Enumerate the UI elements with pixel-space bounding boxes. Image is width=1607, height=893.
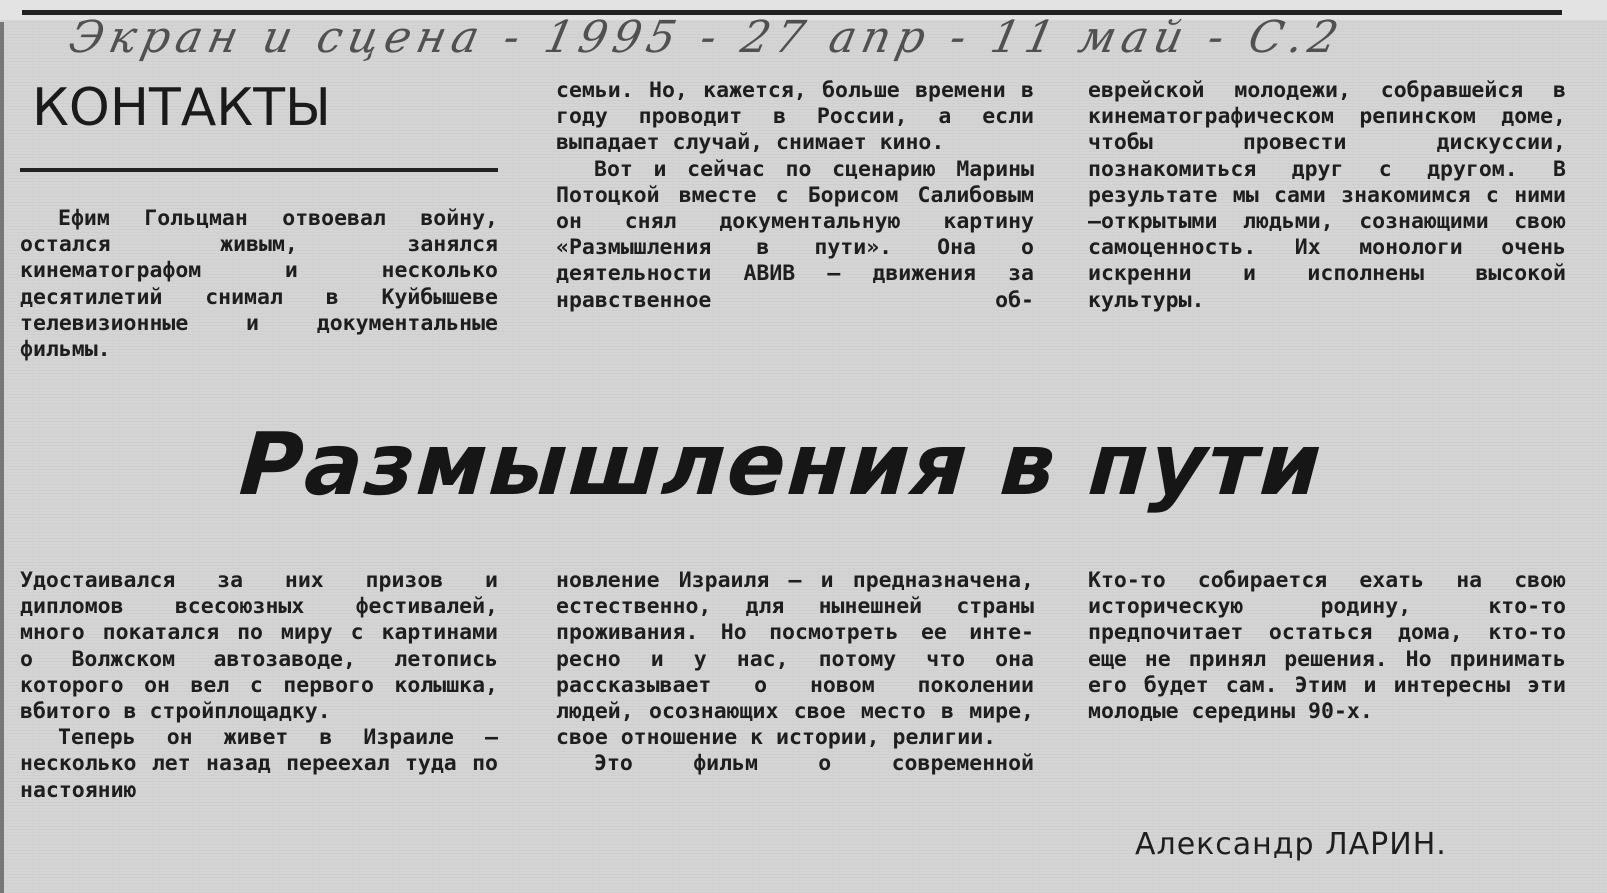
- section-rubric: КОНТАКТЫ: [32, 78, 331, 138]
- paragraph: семьи. Но, кажется, больше времени в году проводит в России, а если выпадает случай, снимает кино.: [556, 78, 1034, 156]
- column-top-2: [556, 78, 1034, 314]
- paragraph: Ефим Гольцман отвоевал войну, остался живым, занялся кинематографом и несколько десятилетий снимал в Куйбышеве телевизионные и документальные фильмы.: [20, 206, 498, 363]
- article-headline: Размышления в пути: [236, 415, 1327, 515]
- paragraph: новление Израиля — и предназначена, естественно, для нынешней страны проживания. Но посмотреть ее интересно и у нас, потому что она рассказывает о новом поколении людей, осознающих свое место в мире, свое отношение к истории, религии.: [556, 568, 1034, 751]
- paragraph: еврейской молодежи, собравшейся в кинематографическом репинском доме, чтобы провести дискуссии, познакомиться друг с другом. В результате мы сами знакомимся с ними—открытыми людьми, сознающими свою самоценность. Их монологи очень искренни и исполнены высокой культуры.: [1088, 78, 1566, 313]
- paragraph: Удостаивался за них призов и дипломов всесоюзных фестивалей, много покатался по миру с картинами о Волжском автозаводе, летопись которого он вел с первого колышка, вбитого в стройплощадку.: [20, 568, 498, 725]
- paragraph: Теперь он живет в Израиле — несколько лет назад переехал туда по настоянию: [20, 725, 498, 803]
- left-edge-rule: [0, 22, 4, 893]
- paragraph: Вот и сейчас по сценарию Марины Потоцкой вместе с Борисом Салибовым он снял документальную картину «Размышления в пути». Она о деятельности АВИВ — движения за нравственное об-: [556, 156, 1034, 313]
- author-byline: Александр ЛАРИН.: [1135, 827, 1447, 862]
- paragraph: Это фильм о современной: [594, 751, 1034, 777]
- column-bottom-1: [20, 568, 498, 804]
- handwritten-source-note: Экран и сцена - 1995 - 27 апр - 11 май - С.2: [64, 12, 1349, 63]
- column-top-3: [1088, 78, 1566, 314]
- rubric-underline: [20, 168, 498, 172]
- column-bottom-3: [1088, 568, 1566, 725]
- paragraph: Кто-то собирается ехать на свою историческую родину, кто-то предпочитает остаться дома, кто-то еще не принял решения. Но принимать его будет сам. Этим и интересны эти молодые середины 90-х.: [1088, 568, 1566, 725]
- column-bottom-2: [556, 568, 1034, 778]
- column-top-1: [20, 206, 498, 363]
